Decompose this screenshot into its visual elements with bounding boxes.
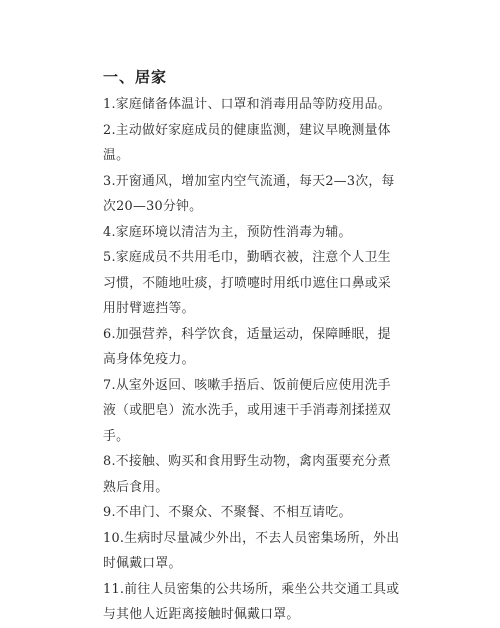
guideline-item-6: 6.加强营养，科学饮食，适量运动，保障睡眠，提高身体免疫力。 xyxy=(103,326,391,367)
guideline-item-10: 10.生病时尽量减少外出，不去人员密集场所，外出时佩戴口罩。 xyxy=(103,530,400,571)
guideline-item-1: 1.家庭储备体温计、口罩和消毒用品等防疫用品。 xyxy=(103,97,391,112)
guideline-item-7: 7.从室外返回、咳嗽手捂后、饭前便后应使用洗手液（或肥皂）流水洗手，或用速干手消毒剂揉搓双手。 xyxy=(103,377,392,444)
guideline-item-11: 11.前往人员密集的公共场所，乘坐公共交通工具或与其他人近距离接触时佩戴口罩。 xyxy=(103,581,400,622)
guideline-item-2: 2.主动做好家庭成员的健康监测，建议早晚测量体温。 xyxy=(103,122,391,163)
guideline-item-5: 5.家庭成员不共用毛巾，勤晒衣被，注意个人卫生习惯，不随地吐痰，打喷嚏时用纸巾遮住口鼻或采用肘臂遮挡等。 xyxy=(103,250,392,316)
guideline-list xyxy=(103,92,403,628)
section-heading: 一、居家 xyxy=(103,68,168,86)
guideline-item-8: 8.不接触、购买和食用野生动物，禽肉蛋要充分煮熟后食用。 xyxy=(103,454,391,495)
guideline-item-4: 4.家庭环境以清洁为主，预防性消毒为辅。 xyxy=(103,224,352,240)
guideline-item-3: 3.开窗通风，增加室内空气流通，每天2—3次，每次20—30分钟。 xyxy=(103,173,395,214)
guideline-item-9: 9.不串门、不聚众、不聚餐、不相互请吃。 xyxy=(103,505,352,520)
